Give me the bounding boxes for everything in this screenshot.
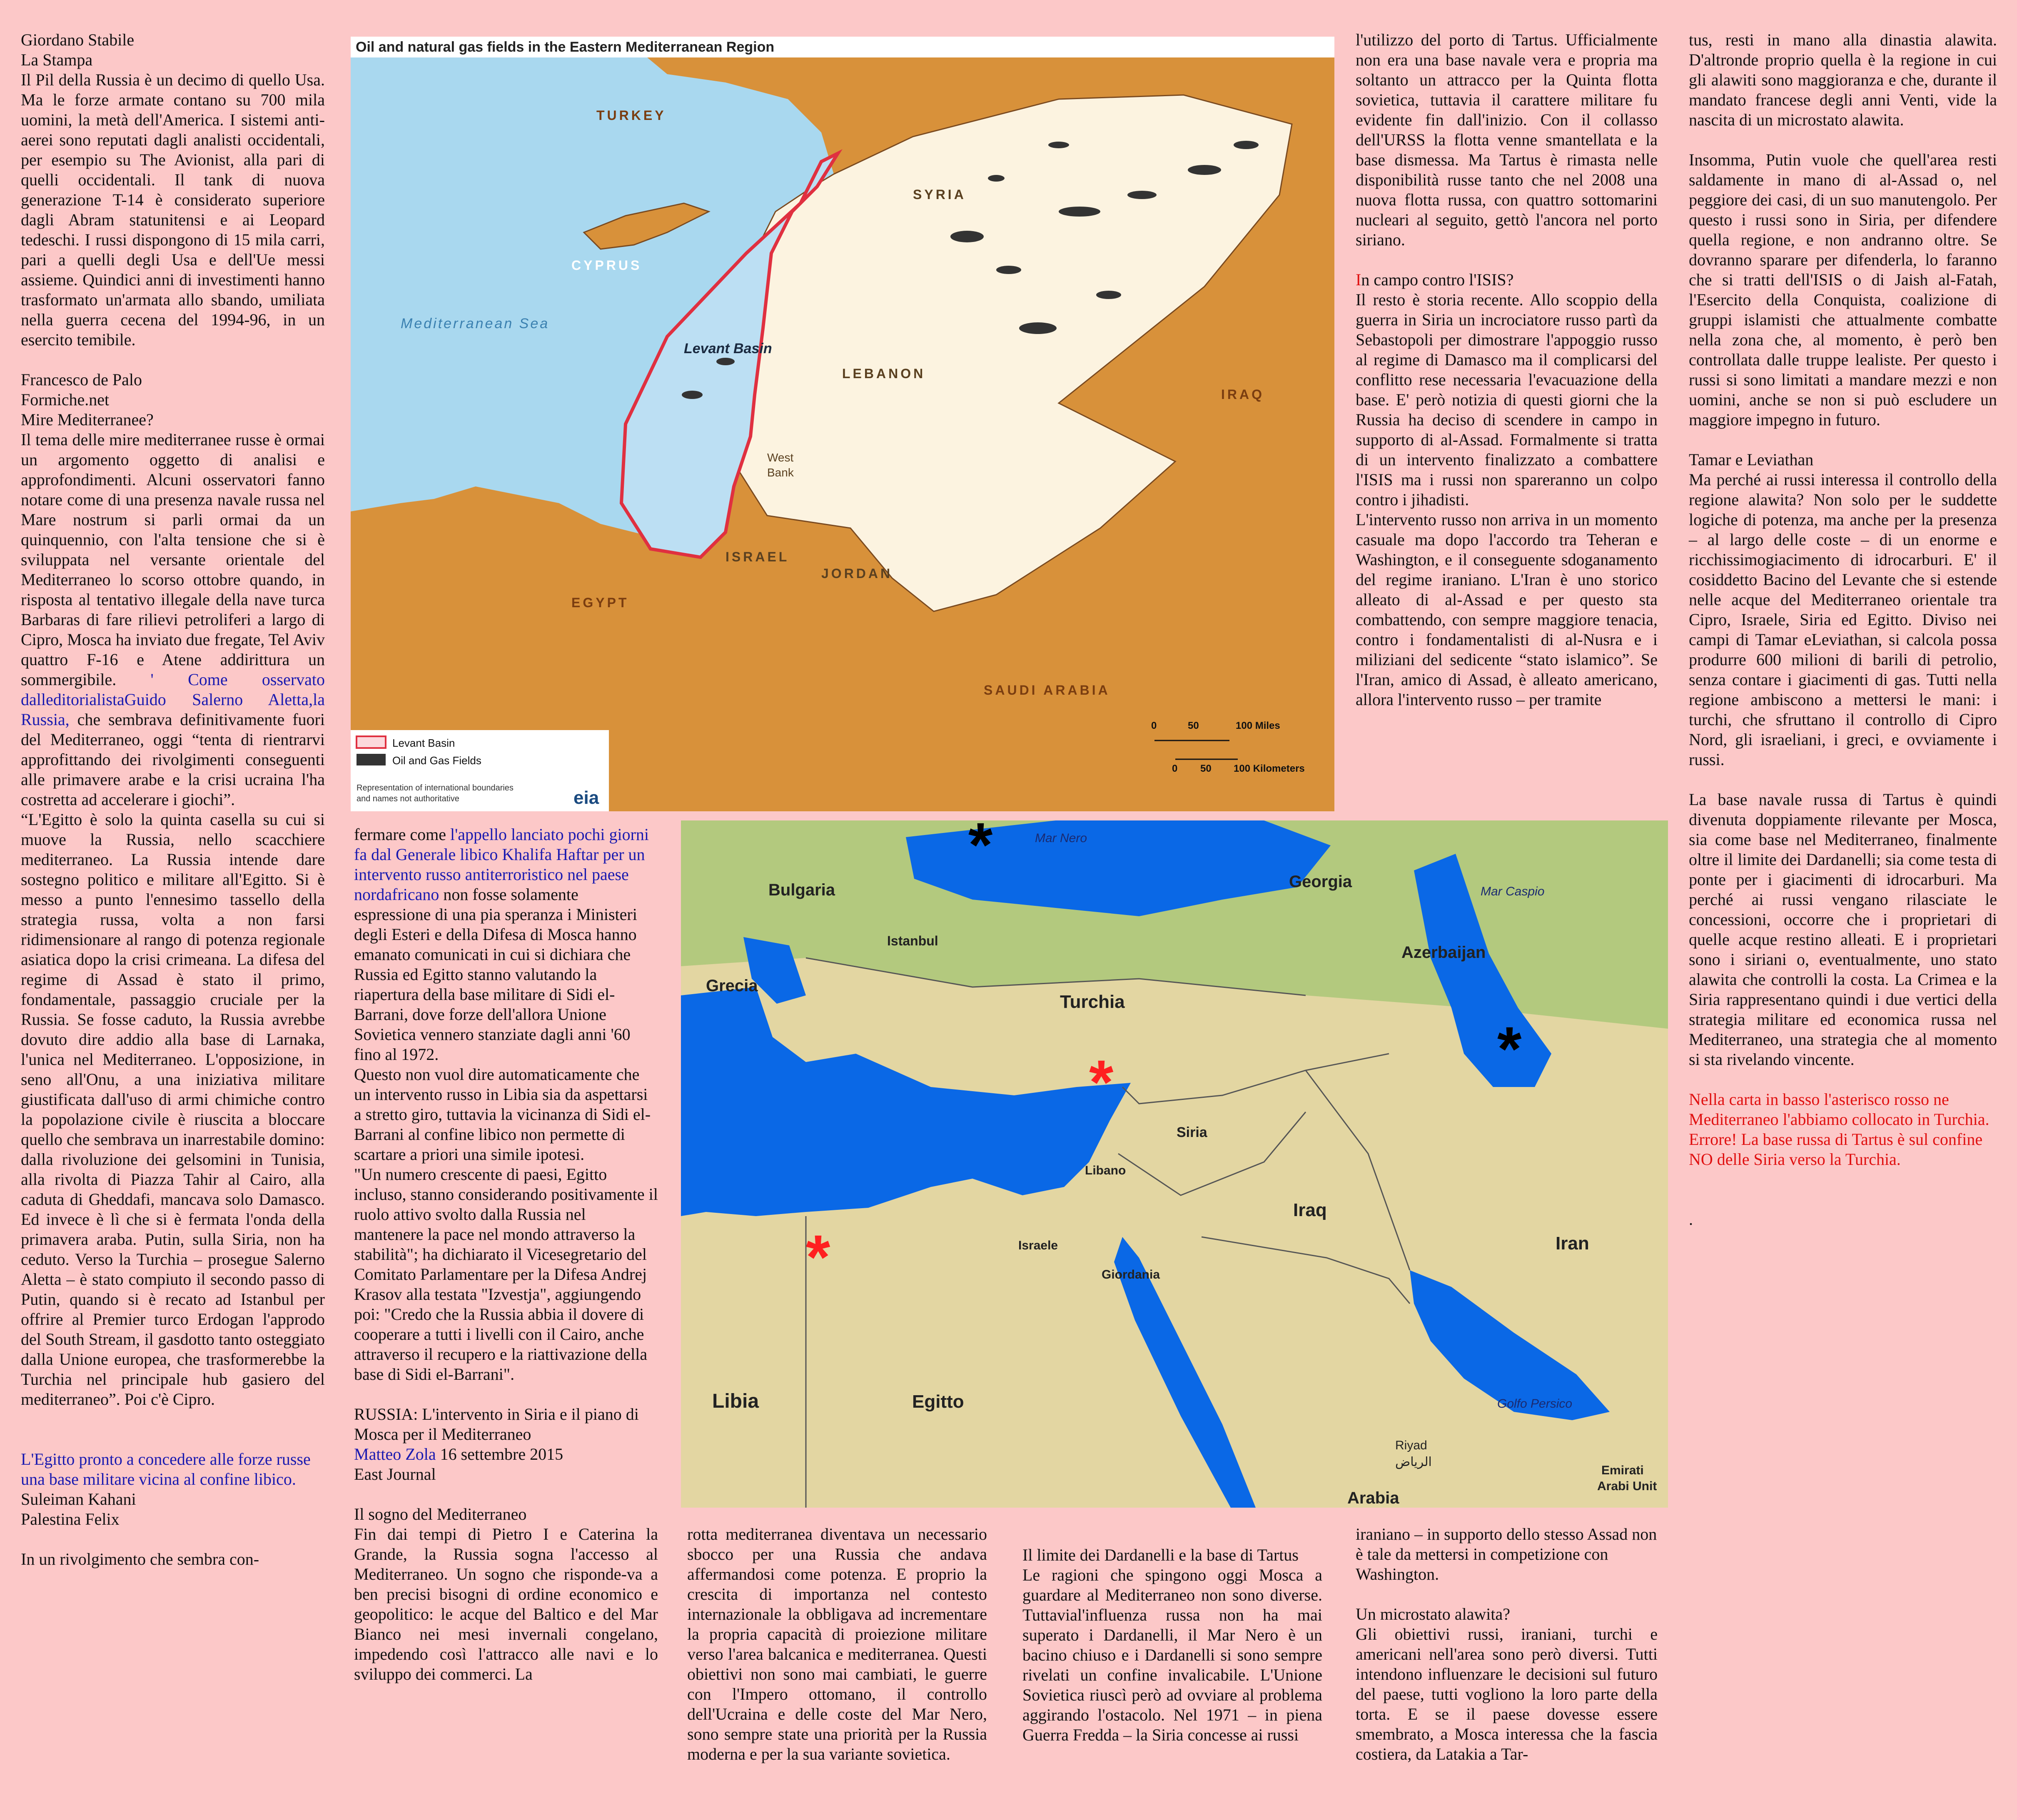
byline: Matteo Zola 16 settembre 2015: [354, 1445, 563, 1463]
label-mediterranean-sea: Mediterranean Sea: [401, 316, 550, 332]
paragraph: Questo non vuol dire automaticamente che un intervento russo in Libia sia da aspettarsi a stretto giro, tuttavia la vicinanza di Sidi el-Barrani al confine libico non permette di scartare a priori una simile ipotesi.: [354, 1065, 651, 1164]
trailing-dot: .: [1689, 1210, 1693, 1229]
legend-note: and names not authoritative: [357, 794, 459, 803]
label-egitto: Egitto: [912, 1391, 964, 1412]
author-link[interactable]: Matteo Zola: [354, 1445, 436, 1463]
label-riyad-arabic: الرياض: [1395, 1455, 1432, 1469]
paragraph: Gli obiettivi russi, iraniani, turchi e americani nell'area sono però diversi. Tutti intendono influenzare le decisioni sul futuro del paese, tutti vogliono la loro parte della torta. E se il paese dovesse essere smembrato, a Mosca interessa che la fascia costiera, da Latakia a Tar-: [1356, 1625, 1658, 1763]
label-iraq: Iraq: [1293, 1200, 1327, 1220]
label-syria: SYRIA: [913, 187, 966, 202]
paragraph: Insomma, Putin vuole che quell'area resti saldamente in mano di al-Assad o, nel peggiore dei casi, di un suo manutengolo. Per questo i russi sono in Siria, per difendere quella regione, e non andranno oltre. Se dovranno sparare per difenderla, lo faranno che si tratti dell'ISIS o di Jaish al-Fatah, l'Esercito della Conquista, coalizione di gruppi islamisti che attualmente combatte nella zona che, al momento, è però ben controllata dalle truppe lealiste. Per questo i russi si sono limitati a mandare mezzi e non uomini, anche se non si può escludere un maggiore impegno in futuro.: [1689, 150, 1997, 429]
legend-note: Representation of international boundaries: [357, 783, 514, 793]
label-golfo-persico: Golfo Persico: [1497, 1397, 1573, 1411]
eia-oil-gas-map: [351, 37, 1334, 811]
label-azerbaijan: Azerbaijan: [1401, 943, 1486, 962]
article-link[interactable]: ' Come osservato dalleditorialistaGuido Salerno Aletta,la Russia,: [21, 670, 325, 729]
section-heading: In campo contro l'ISIS?: [1356, 270, 1514, 289]
column-6: [1689, 30, 1997, 1229]
label-israele: Israele: [1018, 1239, 1058, 1252]
correction-note: Nella carta in basso l'asterisco rosso ne Mediterraneo l'abbiamo collocato in Turchia. Errore! La base russa di Tartus è sul confine NO delle Siria verso la Turchia.: [1689, 1090, 1990, 1169]
map-title: Oil and natural gas fields in the Eastern Mediterranean Region: [356, 39, 775, 55]
label-georgia: Georgia: [1289, 873, 1352, 891]
section-heading: Il sogno del Mediterraneo: [354, 1505, 527, 1523]
paragraph: L'intervento russo non arriva in un momento casuale ma dopo l'accordo tra Teheran e Washington, e il conseguente sdoganamento del regime iraniano. L'Iran è uno storico alleato di al-Assad e per questo sta combattendo, con sempre maggiore tenacia, contro i fondamentalisti di al-Nusra e i miliziani del sedicente “stato islamico”. Se l'Iran, amico di Assad, è alleato americano, allora l'intervento russo – per tramite: [1356, 510, 1658, 709]
region-map: [681, 820, 1668, 1508]
legend-oil-gas-fields: Oil and Gas Fields: [392, 754, 481, 767]
label-saudi-arabia: SAUDI ARABIA: [984, 683, 1110, 698]
paragraph: l'utilizzo del porto di Tartus. Ufficialmente non era una base navale vera e propria ma soltanto un attracco per la Quinta flotta sovietica, tuttavia il carattere militare fu evidente fin dall'inizio. Con il collasso dell'URSS la flotta venne smantellata e la base dismessa. Ma Tartus è rimasta nelle disponibilità russe tanto che nel 2008 una nuova flotta russa, con quattro sottomarini nucleari al seguito, gettò l'ancora nel porto siriano.: [1356, 30, 1658, 249]
label-egypt: EGYPT: [571, 595, 629, 610]
label-levant-basin: Levant Basin: [684, 341, 772, 357]
section-heading: Mire Mediterranee?: [21, 410, 154, 429]
column-5: [1356, 30, 1658, 710]
paragraph: In un rivolgimento che sembra con-: [21, 1550, 259, 1568]
section-heading: Un microstato alawita?: [1356, 1605, 1510, 1623]
article-link[interactable]: L'Egitto pronto a concedere alle forze russe una base militare vicina al confine libico.: [21, 1450, 311, 1488]
source-name: Palestina Felix: [21, 1510, 120, 1528]
label-arabi-unit: Arabi Unit: [1597, 1479, 1657, 1493]
author-name: Giordano Stabile: [21, 30, 135, 49]
asterisk-black-sea: *: [968, 820, 993, 880]
label-mar-caspio: Mar Caspio: [1481, 885, 1545, 898]
label-cyprus: CYPRUS: [571, 258, 642, 273]
svg-text:0: 0: [1151, 720, 1157, 731]
red-asterisk-turkey: *: [1089, 1047, 1114, 1117]
label-iran: Iran: [1556, 1233, 1589, 1254]
label-siria: Siria: [1177, 1124, 1207, 1140]
column-2: [354, 825, 658, 1684]
svg-text:100 Kilometers: 100 Kilometers: [1234, 763, 1305, 774]
paragraph: rotta mediterranea diventava un necessario sbocco per una Russia che andava affermandosi come potenza. E proprio la crescita di importanza nel contesto internazionale la obbligava ad incrementare la propria capacità di proiezione militare verso l'area balcanica e mediterranea. Questi obiettivi non sono mai cambiati, le guerre con l'Impero ottomano, il controllo dell'Ucraina e delle coste del Mar Nero, sono sempre state una priorità per la Russia moderna e per la sua variante sovietica.: [687, 1525, 987, 1763]
paragraph: Fin dai tempi di Pietro I e Caterina la Grande, la Russia sogna l'accesso al Mediterraneo. Un sogno che risponde-va a ben precisi bisogni di ordine economico e geopolitico: le acque del Baltico e del Mar Bianco nei mesi invernali congelano, impedendo così l'attracco alle navi e lo sviluppo dei commerci. La: [354, 1525, 658, 1683]
label-riyad: Riyad: [1395, 1439, 1427, 1452]
author-name: Francesco de Palo: [21, 370, 142, 389]
article-link[interactable]: l'appello lanciato pochi giorni fa dal Generale libico Khalifa Haftar per un intervento russo antiterroristico nel paese nordafricano: [354, 825, 649, 904]
column-1: [21, 30, 325, 1569]
label-israel: ISRAEL: [726, 549, 790, 564]
label-giordania: Giordania: [1102, 1268, 1160, 1281]
svg-text:50: 50: [1200, 763, 1212, 774]
label-arabia: Arabia: [1347, 1489, 1399, 1507]
eia-logo: eia: [573, 788, 599, 808]
label-lebanon: LEBANON: [842, 366, 926, 381]
asterisk-caspian: *: [1497, 1014, 1522, 1084]
svg-text:0: 0: [1172, 763, 1178, 774]
label-mar-nero: Mar Nero: [1035, 831, 1087, 845]
label-turchia: Turchia: [1060, 992, 1125, 1012]
label-iraq: IRAQ: [1221, 387, 1264, 402]
label-west: West: [767, 451, 794, 464]
svg-text:50: 50: [1188, 720, 1199, 731]
red-asterisk-egypt: *: [806, 1222, 830, 1292]
author-name: Suleiman Kahani: [21, 1490, 136, 1508]
paragraph: Le ragioni che spingono oggi Mosca a guardare al Mediterraneo non sono diverse. Tuttavial'influenza russa non ha mai superato i Dardanelli, il Mar Nero è un bacino chiuso e i Dardanelli si sono sempre rivelati un confine invalicabile. L'Unione Sovietica riuscì però ad ovviare al problema aggirando l'ostacolo. Nel 1971 – in piena Guerra Fredda – la Siria concesse ai russi: [1022, 1566, 1322, 1744]
column-4: [1022, 1545, 1322, 1745]
section-heading: Tamar e Leviathan: [1689, 450, 1814, 469]
paragraph: Il tema delle mire mediterranee russe è ormai un argomento oggetto di analisi e approfondimenti. Alcuni osservatori fanno notare come di una presenza navale russa nel Mare nostrum si parli ormai da un quinquennio, con l'alta tensione che si è sviluppata nel versante orientale del Mediterraneo lo scorso ottobre quando, in risposta al tentativo illegale della nave turca Barbaras di fare rilievi petroliferi a largo di Cipro, Mosca ha inviato due fregate, Tel Aviv quattro F-16 e Atene addirittura un sommergibile. ' Come osservato dalleditorialistaGuido Salerno Aletta,la Russia, che sembrava definitivamente fuori del Mediterraneo, oggi “tenta di rientrarvi approfittando dei rivolgimenti conseguenti alle primavere arabe e la crisi ucraina l'ha costretta ad accelerare i giochi”.: [21, 430, 325, 809]
source-name: East Journal: [354, 1465, 436, 1483]
label-libano: Libano: [1085, 1164, 1126, 1177]
source-name: La Stampa: [21, 50, 93, 69]
article-title: RUSSIA: L'intervento in Siria e il piano di Mosca per il Mediterraneo: [354, 1405, 639, 1444]
column-5-bottom: [1356, 1524, 1658, 1764]
label-turkey: TURKEY: [596, 108, 666, 123]
label-jordan: JORDAN: [821, 566, 893, 581]
section-heading: Il limite dei Dardanelli e la base di Tartus: [1022, 1546, 1299, 1564]
svg-text:100 Miles: 100 Miles: [1236, 720, 1280, 731]
label-bulgaria: Bulgaria: [768, 881, 835, 899]
legend-levant-basin: Levant Basin: [392, 737, 455, 749]
label-istanbul: Istanbul: [887, 933, 938, 948]
paragraph: Il Pil della Russia è un decimo di quello Usa. Ma le forze armate contano su 700 mila uomini, la metà dell'America. I sistemi anti-aerei sono reputati dagli analisti occidentali, per esempio su The Avionist, alla pari di quelli occidentali. Il tank di nuova generazione T-14 è considerato superiore dagli Abram statunitensi e ai Leopard tedeschi. I russi dispongono di 15 mila carri, pari a quelli degli Usa e dell'Ue messi assieme. Quindici anni di investimenti hanno trasformato un'armata allo sbando, umiliata nella guerra cecena del 1994-96, in un esercito temibile.: [21, 70, 325, 349]
paragraph: iraniano – in supporto dello stesso Assad non è tale da mettersi in competizione con Washington.: [1356, 1525, 1657, 1583]
label-bank: Bank: [767, 466, 794, 479]
paragraph: "Un numero crescente di paesi, Egitto incluso, stanno considerando positivamente il ruolo attivo svolto dalla Russia nel mantenere la pace nel mondo attraverso la stabilità"; ha dichiarato il Vicesegretario del Comitato Parlamentare per la Difesa Andrej Krasov alla testata "Izvestja", aggiungendo poi: "Credo che la Russia abbia il dovere di cooperare a tutti i livelli con il Cairo, anche attraverso il recupero e la riattivazione della base di Sidi el-Barrani".: [354, 1165, 658, 1384]
source-name: Formiche.net: [21, 390, 110, 409]
paragraph: La base navale russa di Tartus è quindi divenuta doppiamente rilevante per Mosca, sia come base nel Mediterraneo, finalmente oltre il limite dei Dardanelli; sia come testa di ponte per i giacimenti di idrocarburi. Ma perché ai russi vengano rilasciate le concessioni, occorre che i proprietari di quelle acque restino alleati. E i proprietari sono i siriani o, eventualmente, uno stato alawita che controlli la costa. La Crimea e la Siria rappresentano quindi i due vertici della strategia militare ed economica russa nel Mediterraneo, una strategia che al momento si sta rivelando vincente.: [1689, 790, 1997, 1069]
label-grecia: Grecia: [706, 977, 758, 995]
paragraph: “L'Egitto è solo la quinta casella su cui si muove la Russia, nello scacchiere mediterraneo. La Russia intende dare sostegno politico e militare all'Egitto. Si è messo a punto l'ennesimo tassello della strategia russa, volta a non farsi ridimensionare al rango di potenza regionale asiatica dopo la crisi crimeana. La difesa del regime di Assad è stato il primo, fondamentale, passaggio cruciale per la Russia. Se fosse caduto, la Russia avrebbe dovuto dire addio alla base di Larnaka, l'unica nel Mediterraneo. L'opposizione, in seno all'Onu, a una iniziativa militare giustificata dall'uso di armi chimiche contro la popolazione civile è riuscita a bloccare quello che sembrava un inarrestabile domino: dalla rivoluzione dei gelsomini in Tunisia, alla rivolta di Piazza Tahir al Cairo, alla caduta di Gheddafi, mancava solo Damasco. Ed invece è lì che si è fermata l'onda della primavera araba. Putin, sulla Siria, non ha ceduto. Verso la Turchia – prosegue Salerno Aletta – è stato compiuto il secondo passo di Putin, quando si è recato ad Istanbul per offrire al Premier turco Erdogan l'approdo del South Stream, il gasdotto tanto osteggiato dalla Unione europea, che trasformerebbe la Turchia nel principale hub gasiero del mediterraneo”. Poi c'è Cipro.: [21, 810, 325, 1409]
label-libia: Libia: [712, 1390, 759, 1412]
column-3: [687, 1524, 987, 1764]
paragraph: fermare come l'appello lanciato pochi giorni fa dal Generale libico Khalifa Haftar per un intervento russo antiterroristico nel paese nordafricano non fosse solamente espressione di una pia speranza i Ministeri degli Esteri e della Difesa di Mosca hanno emanato comunicati in cui si dichiara che Russia ed Egitto stanno valutando la riapertura della base militare di Sidi el-Barrani, dove forze dell'allora Unione Sovietica vennero stanziate dagli anni '60 fino al 1972.: [354, 825, 649, 1064]
label-emirati: Emirati: [1601, 1463, 1644, 1477]
paragraph: Il resto è storia recente. Allo scoppio della guerra in Siria un incrociatore russo partì da Sebastopoli per dimostrare l'appoggio russo al regime di Damasco ma il complicarsi del conflitto rese necessaria l'evacuazione della base. E' però notizia di questi giorni che la Russia ha deciso di scendere in campo in supporto di al-Assad. Formalmente si tratta di un intervento finalizzato a combattere l'ISIS ma i russi non spareranno un colpo contro i jihadisti.: [1356, 290, 1658, 509]
paragraph: Ma perché ai russi interessa il controllo della regione alawita? Non solo per le suddette logiche di potenza, ma anche per la presenza – al largo delle coste – di un enorme e ricchissimogiacimento di idrocarburi. E' il cosiddetto Bacino del Levante che si estende nelle acque del Mediterraneo orientale tra Cipro, Israele, Siria ed Egitto. Diviso nei campi di Tamar eLeviathan, si calcola possa produrre 600 milioni di barili di petrolio, senza contare i giacimenti di gas. Tutti nella regione ambiscono a mettersi le mani: i turchi, che sfruttano il controllo di Cipro Nord, gli israeliani, i greci, e ovviamente i russi.: [1689, 470, 1997, 769]
paragraph: tus, resti in mano alla dinastia alawita. D'altronde proprio quella è la regione in cui gli alawiti sono maggioranza e che, durante il mandato francese degli anni Venti, vide la nascita di un microstato alawita.: [1689, 30, 1997, 129]
